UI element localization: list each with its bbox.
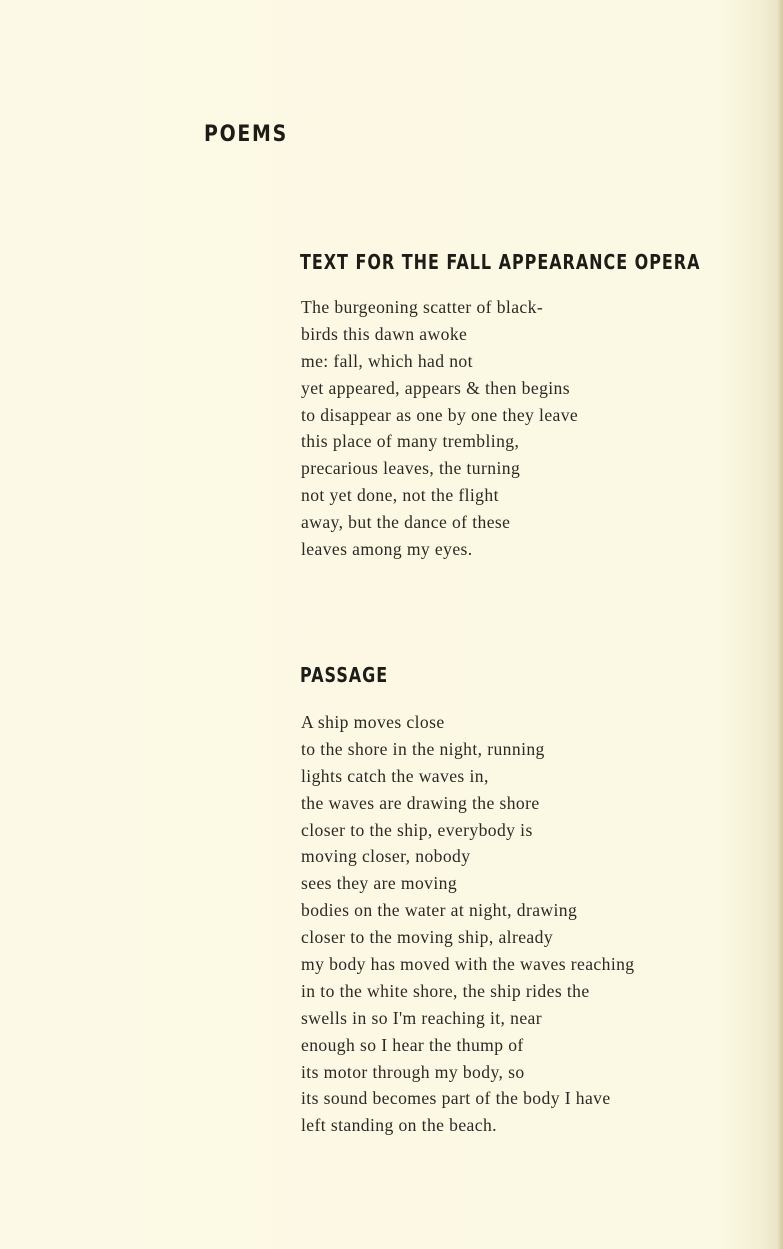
poem-line: to disappear as one by one they leave [301,404,579,425]
poem-line: leaves among my eyes. [301,539,473,560]
poem-line: The burgeoning scatter of black- [301,297,544,317]
poem-line: its sound becomes part of the body I have [301,1088,611,1109]
poem-line: me: fall, which had not [301,350,473,371]
poem-title-passage: PASSAGE [300,663,389,687]
poem-line: yet appeared, appears & then begins [301,377,571,398]
poem-line: in to the white shore, the ship rides the [301,980,590,1001]
poem-line: to the shore in the night, running [301,738,545,759]
poem-body-passage [301,709,635,1139]
poem-line: enough so I hear the thump of [301,1034,524,1055]
poem-line: the waves are drawing the shore [301,792,540,813]
poem-line: not yet done, not the flight [301,485,499,506]
poem-line: lights catch the waves in, [301,765,489,786]
poem-line: A ship moves close [301,712,445,732]
poem-line: this place of many trembling, [301,431,520,452]
section-title: POEMS [204,122,288,147]
poem-line: closer to the ship, everybody is [301,819,533,840]
poem-line: closer to the moving ship, already [301,927,554,948]
poem-line: its motor through my body, so [301,1061,525,1082]
page-edge-shadow [777,0,783,1249]
poem-line: left standing on the beach. [301,1115,497,1136]
poem-line: away, but the dance of these [301,512,511,533]
poem-line: sees they are moving [301,873,458,894]
poem-line: my body has moved with the waves reaching [301,954,635,975]
poem-body-fall-appearance-opera [301,294,578,563]
poem-title-fall-appearance-opera: TEXT FOR THE FALL APPEARANCE OPERA [300,250,701,274]
poem-line: swells in so I'm reaching it, near [301,1007,543,1028]
poem-line: birds this dawn awoke [301,323,468,344]
poem-line: precarious leaves, the turning [301,458,521,479]
poem-line: bodies on the water at night, drawing [301,900,578,921]
poem-line: moving closer, nobody [301,846,471,867]
